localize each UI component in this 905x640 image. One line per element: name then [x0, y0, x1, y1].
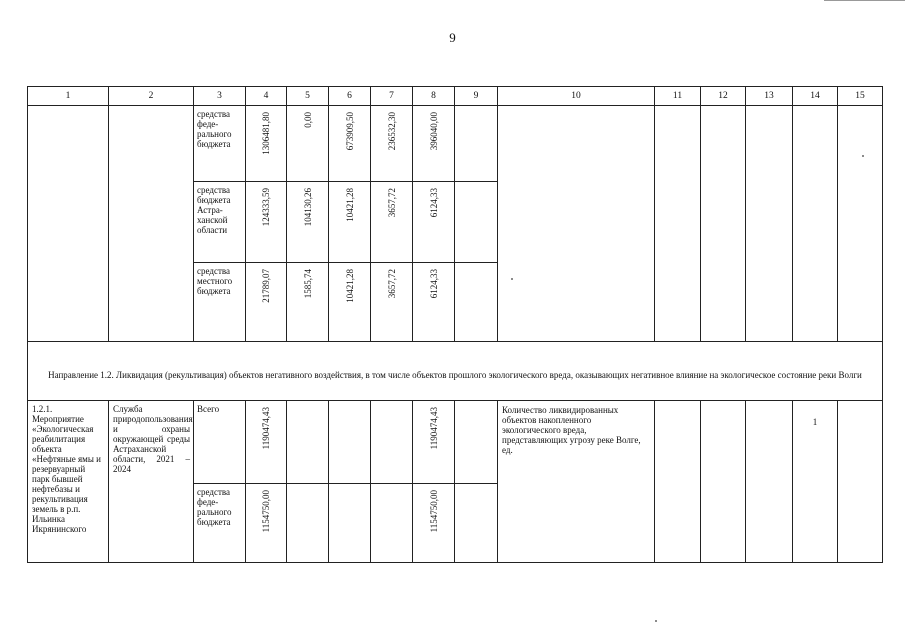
- empty-cell: [701, 401, 746, 563]
- header-cell: 8: [413, 87, 455, 106]
- header-cell: 10: [498, 87, 655, 106]
- indicator-text: Количество ликвидированных объектов накопленного экологического вреда, представляющих угрозу реке Волге, ед.: [498, 401, 655, 563]
- empty-cell: [701, 106, 746, 342]
- page-number: 9: [449, 30, 456, 45]
- empty-cell: [287, 401, 329, 484]
- direction-heading: Направление 1.2. Ликвидация (рекультивация) объектов негативного воздействия, в том числе объектов прошлого экологического вреда, оказывающих негативное влияние на экологическое состояние реки Волги: [28, 342, 883, 401]
- funding-source: средства бюджета Астра-ханской области: [194, 182, 246, 263]
- scan-speck: [862, 155, 864, 157]
- header-cell: 11: [655, 87, 701, 106]
- empty-cell: [455, 182, 498, 263]
- empty-cell: [655, 401, 701, 563]
- empty-cell: [28, 106, 109, 342]
- empty-cell: [793, 106, 838, 342]
- table-row: [28, 106, 883, 182]
- funding-source: Всего: [194, 401, 246, 484]
- indicator-value: 1: [793, 401, 838, 563]
- header-cell: 14: [793, 87, 838, 106]
- amount-col4: 124333,59: [261, 188, 271, 227]
- amount-col5: 1585,74: [302, 269, 313, 299]
- empty-cell: [455, 263, 498, 342]
- empty-cell: [455, 106, 498, 182]
- empty-cell: [746, 106, 793, 342]
- direction-row: [28, 342, 883, 401]
- empty-cell: [498, 106, 655, 342]
- funding-source: средства феде-рального бюджета: [194, 106, 246, 182]
- top-rule: [824, 0, 905, 1]
- header-cell: 5: [287, 87, 329, 106]
- header-cell: 7: [371, 87, 413, 106]
- empty-cell: [371, 401, 413, 484]
- empty-cell: [838, 106, 883, 342]
- header-cell: 1: [28, 87, 109, 106]
- header-cell: 12: [701, 87, 746, 106]
- empty-cell: [838, 401, 883, 563]
- empty-cell: [455, 484, 498, 563]
- empty-cell: [655, 106, 701, 342]
- amount-col7: 236532,30: [386, 112, 397, 151]
- amount-col6: 10421,28: [344, 269, 355, 303]
- scan-speck: [511, 278, 513, 280]
- header-cell: 3: [194, 87, 246, 106]
- header-cell: 13: [746, 87, 793, 106]
- amount-col8: 6124,33: [428, 188, 439, 218]
- amount-col8: 396040,00: [428, 112, 439, 151]
- measure-name: 1.2.1. Мероприятие «Экологическая реабилитация объекта «Нефтяные ямы и резервуарный парк бывшей нефтебазы и рекультивация земель в р.п. Ильинка Икрянинского: [28, 401, 109, 563]
- program-table: [27, 86, 883, 563]
- amount-col6: 10421,28: [344, 188, 355, 222]
- header-cell: 2: [109, 87, 194, 106]
- amount-col8: 1190474,43: [428, 407, 439, 450]
- funding-source: средства феде-рального бюджета: [194, 484, 246, 563]
- empty-cell: [329, 484, 371, 563]
- empty-cell: [329, 401, 371, 484]
- table-row: [28, 401, 883, 484]
- amount-col4: 1306481,80: [261, 112, 271, 155]
- header-cell: 15: [838, 87, 883, 106]
- amount-col6: 673909,50: [344, 112, 355, 151]
- amount-col4: 1154750,00: [261, 490, 271, 533]
- header-cell: 4: [246, 87, 287, 106]
- amount-col7: 3657,72: [386, 269, 397, 299]
- amount-col5: 0,00: [302, 112, 313, 128]
- amount-col4: 1190474,43: [261, 407, 271, 450]
- header-cell: 6: [329, 87, 371, 106]
- amount-col4: 21789,07: [261, 269, 271, 303]
- scan-speck: [655, 620, 657, 622]
- amount-col5: 104130,26: [302, 188, 313, 227]
- amount-col8: 1154750,00: [428, 490, 439, 533]
- header-cell: 9: [455, 87, 498, 106]
- empty-cell: [287, 484, 329, 563]
- amount-col7: 3657,72: [386, 188, 397, 218]
- empty-cell: [109, 106, 194, 342]
- empty-cell: [455, 401, 498, 484]
- funding-source: средства местного бюджета: [194, 263, 246, 342]
- empty-cell: [371, 484, 413, 563]
- header-row: [28, 87, 883, 106]
- measure-executor: Служба природопользования и охраны окружающей среды Астраханской области, 2021 – 2024: [109, 401, 194, 563]
- amount-col8: 6124,33: [428, 269, 439, 299]
- empty-cell: [746, 401, 793, 563]
